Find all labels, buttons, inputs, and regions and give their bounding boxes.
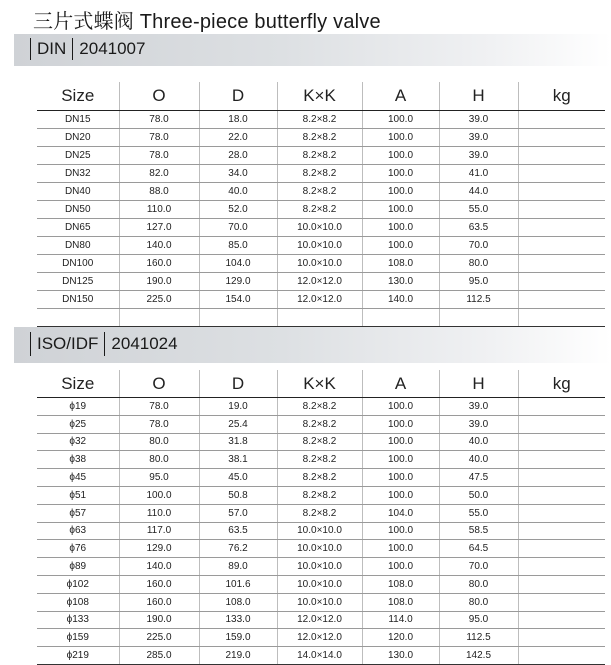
table-cell: 40.0 [199, 183, 277, 201]
table-cell [518, 451, 605, 469]
table-row [37, 611, 605, 629]
table-cell: ϕ102 [37, 575, 119, 593]
table-row [37, 219, 605, 237]
table-cell: 190.0 [119, 611, 199, 629]
table-cell: 80.0 [439, 255, 518, 273]
table-cell: 78.0 [119, 111, 199, 129]
table-cell: 8.2×8.2 [277, 129, 362, 147]
table-cell: 45.0 [199, 469, 277, 487]
table-cell: DN125 [37, 273, 119, 291]
table-cell [518, 129, 605, 147]
column-header: Size [37, 82, 119, 111]
table-cell: 100.0 [362, 219, 439, 237]
column-header: O [119, 82, 199, 111]
table-cell: ϕ45 [37, 469, 119, 487]
table-cell: 140.0 [119, 237, 199, 255]
table-cell: 12.0×12.0 [277, 273, 362, 291]
table-cell: 100.0 [362, 237, 439, 255]
table-cell: DN15 [37, 111, 119, 129]
table-cell: 10.0×10.0 [277, 558, 362, 576]
table-cell [277, 309, 362, 327]
table-row [37, 273, 605, 291]
table-cell: 8.2×8.2 [277, 201, 362, 219]
table-cell: 40.0 [439, 451, 518, 469]
table-cell: ϕ51 [37, 486, 119, 504]
table-cell: 55.0 [439, 201, 518, 219]
table-cell: 28.0 [199, 147, 277, 165]
table-cell: 10.0×10.0 [277, 575, 362, 593]
table-row [37, 111, 605, 129]
table-cell: 10.0×10.0 [277, 255, 362, 273]
table-row [37, 147, 605, 165]
table-row [37, 469, 605, 487]
table-row [37, 433, 605, 451]
table-cell: DN32 [37, 165, 119, 183]
table-cell [518, 469, 605, 487]
table-cell: 100.0 [362, 433, 439, 451]
table-cell: 19.0 [199, 398, 277, 416]
table-cell [37, 309, 119, 327]
table-cell [362, 309, 439, 327]
table-cell [518, 611, 605, 629]
table-cell: 159.0 [199, 629, 277, 647]
table-cell: 50.8 [199, 486, 277, 504]
table-cell: 8.2×8.2 [277, 504, 362, 522]
table-cell: 8.2×8.2 [277, 415, 362, 433]
table-header-row [37, 82, 605, 111]
section-code: 2041024 [111, 334, 178, 353]
table-cell: 100.0 [362, 111, 439, 129]
table-cell: 10.0×10.0 [277, 540, 362, 558]
table-row [37, 522, 605, 540]
table-cell: 85.0 [199, 237, 277, 255]
table-row [37, 291, 605, 309]
table-cell: 114.0 [362, 611, 439, 629]
column-header: Size [37, 370, 119, 398]
table-row [37, 255, 605, 273]
table-cell: 130.0 [362, 647, 439, 665]
table-row [37, 129, 605, 147]
table-cell: ϕ25 [37, 415, 119, 433]
table-cell [119, 309, 199, 327]
table-cell: DN80 [37, 237, 119, 255]
table-cell [518, 201, 605, 219]
table-cell: ϕ38 [37, 451, 119, 469]
table-cell: 104.0 [362, 504, 439, 522]
table-cell: 78.0 [119, 129, 199, 147]
table-cell: 78.0 [119, 398, 199, 416]
column-header: H [439, 370, 518, 398]
table-cell: 63.5 [439, 219, 518, 237]
table-cell: 64.5 [439, 540, 518, 558]
table-cell [518, 433, 605, 451]
section-code: 2041007 [79, 39, 146, 58]
table-cell: 100.0 [362, 201, 439, 219]
table-cell: 57.0 [199, 504, 277, 522]
table-cell [518, 237, 605, 255]
table-cell: 108.0 [199, 593, 277, 611]
table-cell: 104.0 [199, 255, 277, 273]
table-cell [518, 183, 605, 201]
table-cell: 22.0 [199, 129, 277, 147]
table-cell: ϕ89 [37, 558, 119, 576]
table-cell [518, 415, 605, 433]
table-cell: 8.2×8.2 [277, 433, 362, 451]
table-cell: 78.0 [119, 147, 199, 165]
table-cell: 133.0 [199, 611, 277, 629]
table-cell: 39.0 [439, 129, 518, 147]
table-cell [518, 647, 605, 665]
table-cell: DN65 [37, 219, 119, 237]
table-cell: 55.0 [439, 504, 518, 522]
table-cell: 160.0 [119, 255, 199, 273]
table-cell: 95.0 [439, 611, 518, 629]
table-cell: 100.0 [362, 183, 439, 201]
table-cell: 40.0 [439, 433, 518, 451]
din-section-label [30, 38, 151, 60]
table-cell: 8.2×8.2 [277, 183, 362, 201]
table-cell: 142.5 [439, 647, 518, 665]
table-cell: 100.0 [362, 469, 439, 487]
table-cell: 100.0 [362, 540, 439, 558]
column-header: kg [518, 370, 605, 398]
table-cell [518, 165, 605, 183]
table-cell: 38.1 [199, 451, 277, 469]
iso-spec-table [37, 370, 605, 665]
table-cell: DN25 [37, 147, 119, 165]
table-cell: 52.0 [199, 201, 277, 219]
table-cell: 10.0×10.0 [277, 522, 362, 540]
table-cell: 88.0 [119, 183, 199, 201]
table-cell [518, 273, 605, 291]
table-cell: 78.0 [119, 415, 199, 433]
table-cell: ϕ108 [37, 593, 119, 611]
table-cell: 100.0 [362, 558, 439, 576]
table-cell: 120.0 [362, 629, 439, 647]
table-cell: 225.0 [119, 629, 199, 647]
table-cell: ϕ32 [37, 433, 119, 451]
table-row [37, 629, 605, 647]
table-cell: 76.2 [199, 540, 277, 558]
table-cell: 50.0 [439, 486, 518, 504]
page-title: 三片式蝶阀 Three-piece butterfly valve [33, 11, 381, 33]
table-cell [518, 593, 605, 611]
table-cell: 70.0 [439, 237, 518, 255]
table-cell: 112.5 [439, 629, 518, 647]
table-cell: 154.0 [199, 291, 277, 309]
table-cell: 80.0 [439, 575, 518, 593]
table-cell: 8.2×8.2 [277, 398, 362, 416]
table-cell: 14.0×14.0 [277, 647, 362, 665]
table-cell: DN20 [37, 129, 119, 147]
column-header: K×K [277, 370, 362, 398]
table-cell: 110.0 [119, 504, 199, 522]
table-cell [518, 111, 605, 129]
table-cell [518, 398, 605, 416]
table-cell: DN50 [37, 201, 119, 219]
table-row [37, 593, 605, 611]
table-cell: 10.0×10.0 [277, 593, 362, 611]
column-header: H [439, 82, 518, 111]
table-cell: 80.0 [439, 593, 518, 611]
table-cell [518, 540, 605, 558]
table-cell: 140.0 [119, 558, 199, 576]
table-row [37, 237, 605, 255]
table-cell: 108.0 [362, 255, 439, 273]
table-cell: 18.0 [199, 111, 277, 129]
table-cell: 63.5 [199, 522, 277, 540]
table-header-row [37, 370, 605, 398]
table-cell [518, 558, 605, 576]
table-cell: 80.0 [119, 451, 199, 469]
table-cell: ϕ63 [37, 522, 119, 540]
table-cell: ϕ219 [37, 647, 119, 665]
table-cell: 285.0 [119, 647, 199, 665]
table-cell: 100.0 [362, 486, 439, 504]
table-cell: ϕ76 [37, 540, 119, 558]
table-cell: 44.0 [439, 183, 518, 201]
section-standard: DIN [37, 39, 67, 58]
table-cell: 117.0 [119, 522, 199, 540]
table-cell: 39.0 [439, 398, 518, 416]
table-row [37, 183, 605, 201]
table-cell: 110.0 [119, 201, 199, 219]
table-cell: 95.0 [439, 273, 518, 291]
table-cell: 70.0 [199, 219, 277, 237]
table-cell: 225.0 [119, 291, 199, 309]
table-cell: 47.5 [439, 469, 518, 487]
column-header: A [362, 82, 439, 111]
table-cell: 108.0 [362, 575, 439, 593]
table-cell: 100.0 [362, 147, 439, 165]
table-cell: 39.0 [439, 147, 518, 165]
table-row [37, 165, 605, 183]
table-cell: 129.0 [119, 540, 199, 558]
table-cell: 12.0×12.0 [277, 611, 362, 629]
iso-section-label [30, 332, 184, 356]
table-cell: 219.0 [199, 647, 277, 665]
table-cell: 8.2×8.2 [277, 486, 362, 504]
table-cell: ϕ159 [37, 629, 119, 647]
table-row [37, 451, 605, 469]
table-cell: 130.0 [362, 273, 439, 291]
table-cell: 82.0 [119, 165, 199, 183]
column-header: D [199, 370, 277, 398]
table-cell: 190.0 [119, 273, 199, 291]
table-cell: 10.0×10.0 [277, 219, 362, 237]
table-cell: 100.0 [362, 129, 439, 147]
table-row [37, 415, 605, 433]
column-header: A [362, 370, 439, 398]
table-cell: 108.0 [362, 593, 439, 611]
table-cell: 100.0 [362, 415, 439, 433]
table-cell: 39.0 [439, 111, 518, 129]
table-cell: ϕ57 [37, 504, 119, 522]
table-cell: 70.0 [439, 558, 518, 576]
table-row [37, 486, 605, 504]
table-cell: 101.6 [199, 575, 277, 593]
table-cell [199, 309, 277, 327]
table-cell [518, 629, 605, 647]
table-cell: 8.2×8.2 [277, 147, 362, 165]
table-row [37, 201, 605, 219]
table-cell: 58.5 [439, 522, 518, 540]
table-cell: 95.0 [119, 469, 199, 487]
table-cell [518, 219, 605, 237]
table-cell: 100.0 [362, 451, 439, 469]
table-cell: ϕ133 [37, 611, 119, 629]
table-cell [518, 522, 605, 540]
table-cell [518, 255, 605, 273]
table-cell: 140.0 [362, 291, 439, 309]
column-header: D [199, 82, 277, 111]
table-cell: 100.0 [362, 165, 439, 183]
din-spec-table [37, 82, 605, 327]
table-cell [439, 309, 518, 327]
table-row [37, 647, 605, 665]
table-cell: 8.2×8.2 [277, 451, 362, 469]
table-cell [518, 291, 605, 309]
table-cell: 160.0 [119, 575, 199, 593]
table-row [37, 309, 605, 327]
table-cell: 8.2×8.2 [277, 165, 362, 183]
table-cell: DN100 [37, 255, 119, 273]
table-cell: 129.0 [199, 273, 277, 291]
table-row [37, 398, 605, 416]
table-row [37, 558, 605, 576]
table-cell: 41.0 [439, 165, 518, 183]
table-cell: 100.0 [362, 522, 439, 540]
table-cell: 127.0 [119, 219, 199, 237]
table-cell: 12.0×12.0 [277, 629, 362, 647]
table-cell [518, 575, 605, 593]
table-cell [518, 309, 605, 327]
table-cell: 100.0 [119, 486, 199, 504]
table-cell: ϕ19 [37, 398, 119, 416]
table-cell: 31.8 [199, 433, 277, 451]
table-cell: 34.0 [199, 165, 277, 183]
table-row [37, 575, 605, 593]
table-cell: 10.0×10.0 [277, 237, 362, 255]
table-cell: 112.5 [439, 291, 518, 309]
table-cell: DN150 [37, 291, 119, 309]
table-cell: 8.2×8.2 [277, 111, 362, 129]
table-cell: 80.0 [119, 433, 199, 451]
column-header: kg [518, 82, 605, 111]
table-row [37, 504, 605, 522]
table-cell: 25.4 [199, 415, 277, 433]
table-row [37, 540, 605, 558]
table-cell: 100.0 [362, 398, 439, 416]
section-standard: ISO/IDF [37, 334, 99, 353]
table-cell: 39.0 [439, 415, 518, 433]
table-cell [518, 486, 605, 504]
column-header: K×K [277, 82, 362, 111]
column-header: O [119, 370, 199, 398]
table-cell [518, 504, 605, 522]
table-cell: 160.0 [119, 593, 199, 611]
table-cell: 8.2×8.2 [277, 469, 362, 487]
table-cell: 89.0 [199, 558, 277, 576]
table-cell: 12.0×12.0 [277, 291, 362, 309]
table-cell: DN40 [37, 183, 119, 201]
table-cell [518, 147, 605, 165]
